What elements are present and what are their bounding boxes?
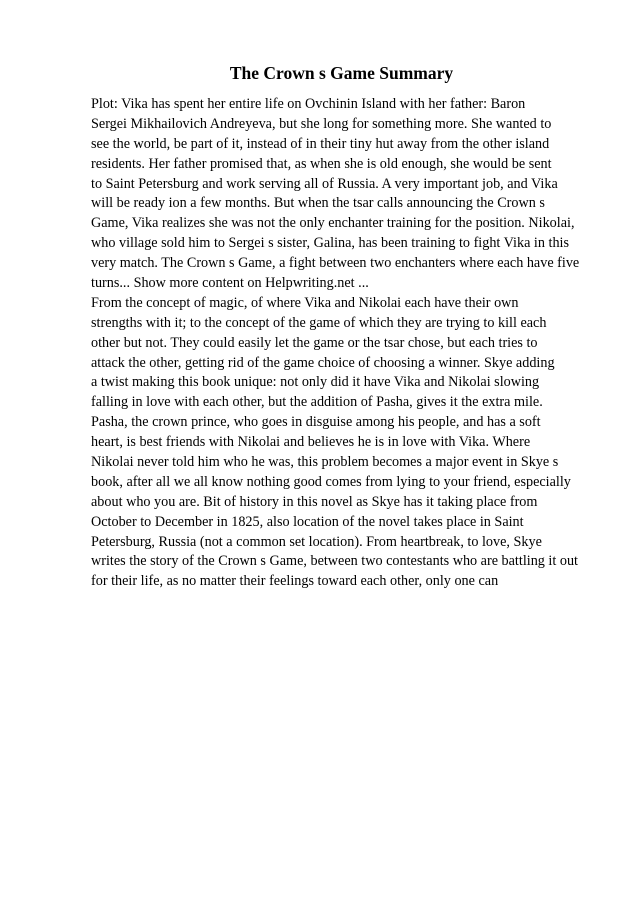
text-line: writes the story of the Crown s Game, between two contestants who are battling it out bbox=[91, 553, 578, 570]
text-line: book, after all we all know nothing good comes from lying to your friend, especially bbox=[91, 473, 571, 490]
text-line: about who you are. Bit of history in this novel as Skye has it taking place from bbox=[91, 493, 538, 510]
text-line: Nikolai never told him who he was, this problem becomes a major event in Skye s bbox=[91, 454, 559, 471]
text-line: residents. Her father promised that, as when she is old enough, she would be sent bbox=[91, 155, 552, 172]
text-line: strengths with it; to the concept of the game of which they are trying to kill each bbox=[91, 314, 547, 331]
text-line: From the concept of magic, of where Vika and Nikolai each have their own bbox=[91, 294, 519, 311]
text-line: will be ready ion a few months. But when the tsar calls announcing the Crown s bbox=[91, 195, 545, 212]
document-body bbox=[91, 95, 611, 592]
text-line: Game, Vika realizes she was not the only enchanter training for the position. Nikolai, bbox=[91, 215, 575, 232]
text-line: attack the other, getting rid of the game choice of choosing a winner. Skye adding bbox=[91, 354, 555, 371]
text-line: falling in love with each other, but the addition of Pasha, gives it the extra mile. bbox=[91, 394, 543, 411]
text-line: heart, is best friends with Nikolai and believes he is in love with Vika. Where bbox=[91, 434, 531, 451]
text-line: who village sold him to Sergei s sister, Galina, has been training to fight Vika in this bbox=[91, 235, 570, 252]
text-line: to Saint Petersburg and work serving all of Russia. A very important job, and Vika bbox=[91, 175, 558, 192]
text-line: Plot: Vika has spent her entire life on Ovchinin Island with her father: Baron bbox=[91, 96, 526, 112]
text-line: Pasha, the crown prince, who goes in disguise among his people, and has a soft bbox=[91, 414, 541, 431]
text-line: very match. The Crown s Game, a fight between two enchanters where each have five bbox=[91, 255, 580, 272]
text-line: for their life, as no matter their feelings toward each other, only one can bbox=[91, 573, 499, 590]
text-line: see the world, be part of it, instead of in their tiny hut away from the other island bbox=[91, 135, 550, 152]
text-line: Sergei Mikhailovich Andreyeva, but she long for something more. She wanted to bbox=[91, 115, 552, 132]
document-title: The Crown s Game Summary bbox=[229, 63, 454, 83]
text-line: a twist making this book unique: not only did it have Vika and Nikolai slowing bbox=[91, 374, 540, 391]
text-line: turns... Show more content on Helpwriting.net ... bbox=[91, 275, 369, 292]
text-line: Petersburg, Russia (not a common set location). From heartbreak, to love, Skye bbox=[91, 533, 542, 550]
text-line: October to December in 1825, also location of the novel takes place in Saint bbox=[91, 513, 524, 530]
text-line: other but not. They could easily let the game or the tsar chose, but each tries to bbox=[91, 334, 538, 351]
